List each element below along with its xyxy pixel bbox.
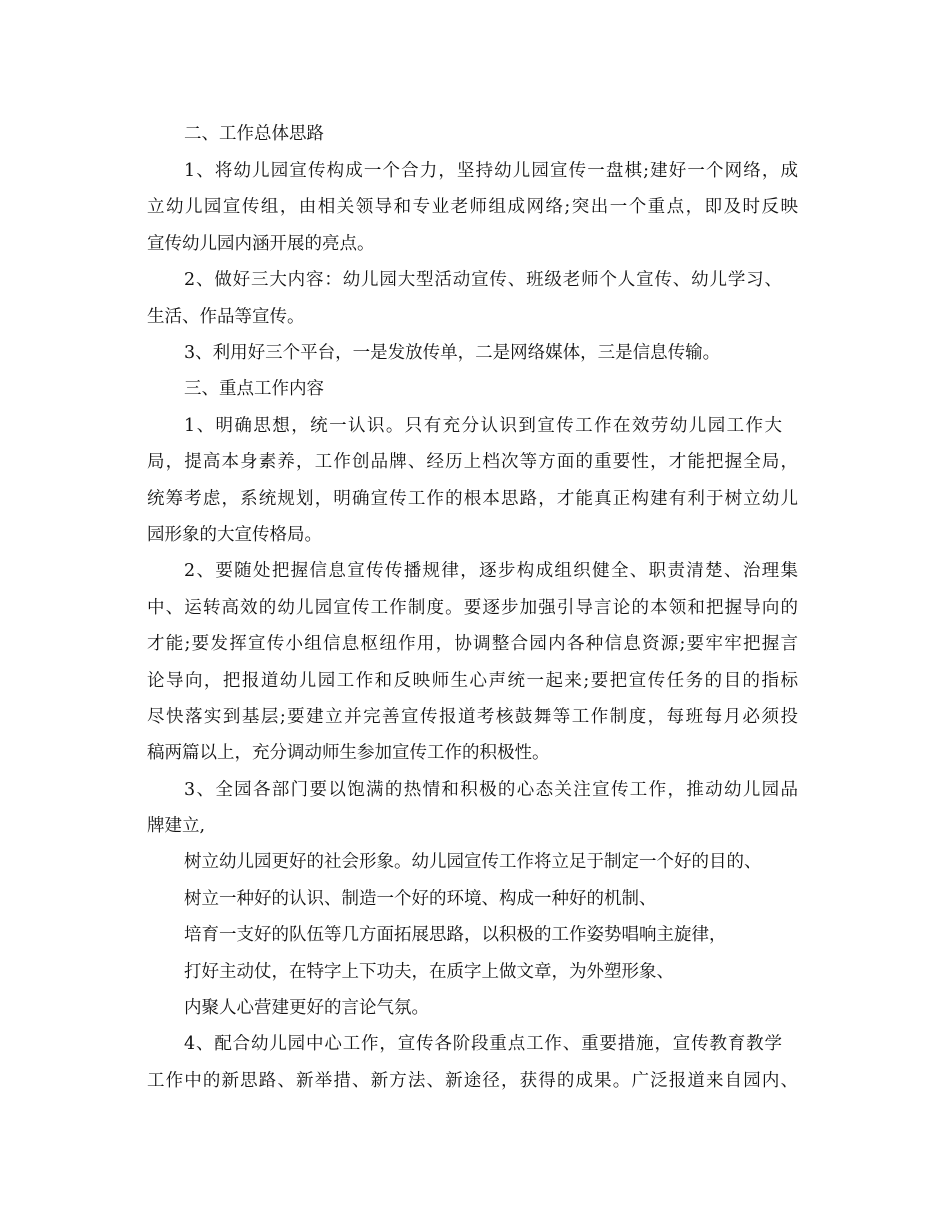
paragraph-line: 打好主动仗，在特字上下功夫，在质字上做文章，为外塑形象、 xyxy=(184,962,674,982)
paragraph-line: 3、全园各部门要以饱满的热情和积极的心态关注宣传工作，推动幼儿园品 xyxy=(184,780,798,800)
paragraph-line: 宣传幼儿园内涵开展的亮点。 xyxy=(147,234,375,254)
paragraph-line: 园形象的大宣传格局。 xyxy=(147,525,322,545)
paragraph-line: 培育一支好的队伍等几方面拓展思路，以积极的工作姿势唱响主旋律， xyxy=(184,925,727,945)
paragraph-line: 统筹考虑，系统规划，明确宣传工作的根本思路，才能真正构建有利于树立幼儿 xyxy=(147,489,798,509)
paragraph-line: 工作中的新思路、新举措、新方法、新途径，获得的成果。广泛报道来自园内、 xyxy=(147,1071,798,1091)
paragraph-line: 稿两篇以上，充分调动师生参加宣传工作的积极性。 xyxy=(147,743,550,763)
paragraph-line: 才能;要发挥宣传小组信息枢纽作用，协调整合园内各种信息资源;要牢牢把握言 xyxy=(147,634,798,654)
paragraph-line: 3、利用好三个平台，一是发放传单，二是网络媒体，三是信息传输。 xyxy=(184,343,721,363)
paragraph-line: 论导向，把报道幼儿园工作和反映师生心声统一起来;要把宣传任务的目的指标 xyxy=(147,671,798,691)
paragraph-line: 中、运转高效的幼儿园宣传工作制度。要逐步加强引导言论的本领和把握导向的 xyxy=(147,598,798,618)
paragraph-line: 1、将幼儿园宣传构成一个合力，坚持幼儿园宣传一盘棋;建好一个网络，成 xyxy=(184,161,798,181)
paragraph-line: 生活、作品等宣传。 xyxy=(147,307,305,327)
paragraph-line: 1、明确思想，统一认识。只有充分认识到宣传工作在效劳幼儿园工作大 xyxy=(184,416,782,436)
paragraph-line: 局，提高本身素养，工作创品牌、经历上档次等方面的重要性，才能把握全局， xyxy=(147,452,798,472)
section-heading-key-work: 三、重点工作内容 xyxy=(184,379,324,399)
section-heading-overall-approach: 二、工作总体思路 xyxy=(184,124,324,144)
paragraph-line: 4、配合幼儿园中心工作，宣传各阶段重点工作、重要措施，宣传教育教学 xyxy=(184,1034,782,1054)
paragraph-line: 内聚人心营建更好的言论气氛。 xyxy=(184,998,429,1018)
paragraph-line: 树立幼儿园更好的社会形象。幼儿园宣传工作将立足于制定一个好的目的、 xyxy=(184,852,762,872)
paragraph-line: 立幼儿园宣传组，由相关领导和专业老师组成网络;突出一个重点，即及时反映 xyxy=(147,197,798,217)
paragraph-line: 2、做好三大内容：幼儿园大型活动宣传、班级老师个人宣传、幼儿学习、 xyxy=(184,270,782,290)
paragraph-line: 尽快落实到基层;要建立并完善宣传报道考核鼓舞等工作制度，每班每月必须投 xyxy=(147,707,798,727)
paragraph-line: 牌建立, xyxy=(147,816,206,836)
paragraph-line: 树立一种好的认识、制造一个好的环境、构成一种好的机制、 xyxy=(184,889,657,909)
paragraph-line: 2、要随处把握信息宣传传播规律，逐步构成组织健全、职责清楚、治理集 xyxy=(184,561,798,581)
